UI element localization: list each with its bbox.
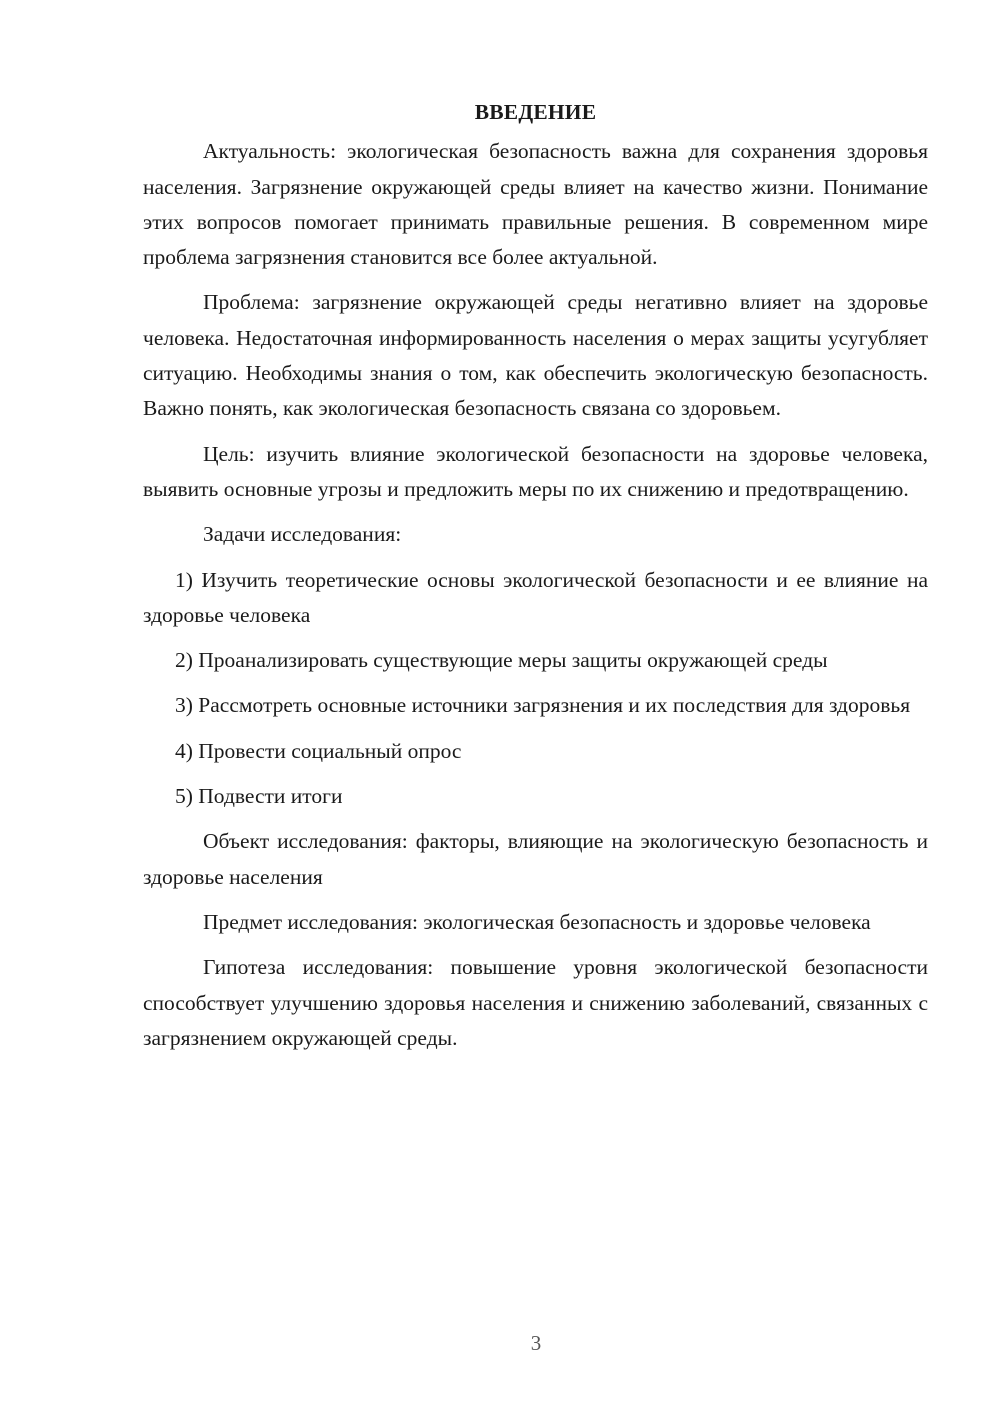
task-item-4: 4) Провести социальный опрос xyxy=(175,738,462,763)
goal-paragraph: Цель: изучить влияние экологической безопасности на здоровье человека, выявить основные угрозы и предложить меры по их снижению и предотвращению. xyxy=(143,441,928,501)
tasks-title: Задачи исследования: xyxy=(203,522,402,547)
document-page xyxy=(143,95,928,1066)
page-title: ВВЕДЕНИЕ xyxy=(474,100,597,124)
task-item-3: 3) Рассмотреть основные источники загрязнения и их последствия для здоровья xyxy=(175,693,911,718)
task-item-2: 2) Проанализировать существующие меры защиты окружающей среды xyxy=(175,648,828,673)
task-item-5: 5) Подвести итоги xyxy=(175,784,343,809)
subject-paragraph: Предмет исследования: экологическая безопасность и здоровье человека xyxy=(203,909,871,934)
object-paragraph: Объект исследования: факторы, влияющие на экологическую безопасность и здоровье населения xyxy=(143,829,928,889)
relevance-paragraph: Актуальность: экологическая безопасность важна для сохранения здоровья населения. Загрязнение окружающей среды влияет на качество жизни. Понимание этих вопросов помогает принимать правильные решения. В современном мире проблема загрязнения становится все более актуальной. xyxy=(143,139,928,270)
page-number: 3 xyxy=(530,1331,542,1355)
problem-paragraph: Проблема: загрязнение окружающей среды негативно влияет на здоровье человека. Недостаточная информированность населения о мерах защиты усугубляет ситуацию. Необходимы знания о том, как обеспечить экологическую безопасность. Важно понять, как экологическая безопасность связана со здоровьем. xyxy=(143,290,928,421)
hypothesis-paragraph: Гипотеза исследования: повышение уровня экологической безопасности способствует улучшению здоровья населения и снижению заболеваний, связанных с загрязнением окружающей среды. xyxy=(143,955,928,1050)
task-item-1: 1) Изучить теоретические основы экологической безопасности и ее влияние на здоровье человека xyxy=(143,567,928,627)
